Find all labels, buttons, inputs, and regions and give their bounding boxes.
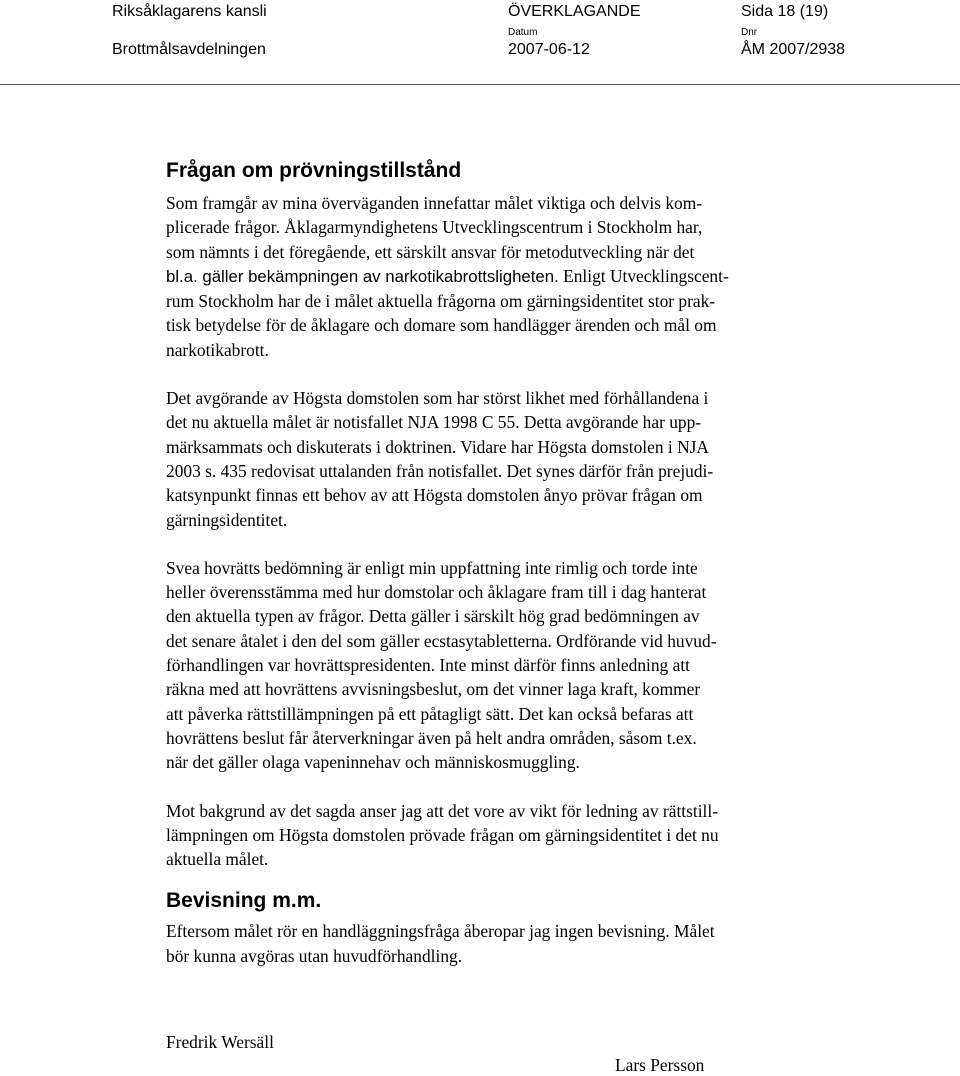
section-heading-provningstillstand: Frågan om prövningstillstånd (166, 159, 462, 182)
text-line: hovrättens beslut får återverkningar även på helt andra områden, såsom t.ex. (166, 727, 697, 748)
text-line: det nu aktuella målet är notisfallet NJA 1998 C 55. Detta avgörande har upp- (166, 412, 702, 433)
header-date: 2007-06-12 (508, 41, 590, 58)
text-line: Svea hovrätts bedömning är enligt min uppfattning inte rimlig och torde inte (166, 557, 698, 578)
section-heading-bevisning: Bevisning m.m. (166, 889, 322, 913)
text-line: bör kunna avgöras utan huvudförhandling. (166, 945, 463, 966)
paragraph-4 (166, 799, 830, 872)
header-divider (0, 84, 960, 85)
text-line: när det gäller olaga vapeninnehav och människosmuggling. (166, 752, 580, 773)
header-office: Riksåklagarens kansli (112, 3, 267, 20)
text-span: bl.a. gäller bekämpningen av narkotikabrottsligheten. (166, 266, 559, 286)
header-page-number: Sida 18 (19) (741, 3, 829, 20)
text-line: att påverka rättstillämpningen på ett påtagligt sätt. Det kan också befaras att (166, 703, 694, 724)
text-line: gärningsidentitet. (166, 509, 288, 530)
text-line: den aktuella typen av frågor. Detta gäller i särskilt hög grad bedömningen av (166, 606, 700, 627)
text-line: som nämnts i det föregående, ett särskilt ansvar för metodutveckling när det (166, 241, 695, 262)
header-department: Brottmålsavdelningen (112, 41, 266, 58)
text-line: märksammats och diskuterats i doktrinen. Vidare har Högsta domstolen i NJA (166, 436, 709, 457)
text-line: heller överensstämma med hur domstolar och åklagare fram till i dag hanterat (166, 582, 707, 603)
text-line: räkna med att hovrättens avvisningsbeslut, om det vinner laga kraft, kommer (166, 679, 701, 700)
paragraph-bevisning (166, 919, 830, 968)
paragraph-1 (166, 191, 830, 362)
paragraph-3 (166, 556, 830, 775)
text-line: Eftersom målet rör en handläggningsfråga åberopar jag ingen bevisning. Målet (166, 921, 715, 942)
text-line: aktuella målet. (166, 849, 269, 870)
header-dnr-label: Dnr (741, 27, 758, 38)
document-header (0, 0, 960, 90)
text-line: katsynpunkt finnas ett behov av att Högsta domstolen ånyo prövar frågan om (166, 485, 703, 506)
header-dnr: ÅM 2007/2938 (741, 41, 846, 58)
text-line: rum Stockholm har de i målet aktuella frågorna om gärningsidentitet stor prak- (166, 291, 716, 312)
header-doc-type: ÖVERKLAGANDE (508, 3, 641, 20)
document-body (166, 157, 830, 968)
paragraph-2 (166, 386, 830, 532)
text-line (166, 264, 830, 289)
signature-name-1: Fredrik Wersäll (166, 1032, 274, 1052)
text-line: narkotikabrott. (166, 339, 269, 360)
text-line: Det avgörande av Högsta domstolen som har störst likhet med förhållandena i (166, 388, 709, 409)
text-span: Enligt Utvecklingscent- (558, 265, 729, 286)
text-line: lämpningen om Högsta domstolen prövade frågan om gärningsidentitet i det nu (166, 824, 719, 845)
text-line: Mot bakgrund av det sagda anser jag att det vore av vikt för ledning av rättstill- (166, 800, 718, 821)
header-date-label: Datum (508, 27, 538, 38)
text-line: plicerade frågor. Åklagarmyndighetens Utvecklingscentrum i Stockholm har, (166, 217, 703, 238)
text-line: tisk betydelse för de åklagare och domare som handlägger ärenden och mål om (166, 315, 717, 336)
text-line: Som framgår av mina överväganden innefattar målet viktiga och delvis kom- (166, 193, 703, 213)
text-line: 2003 s. 435 redovisat uttalanden från notisfallet. Det synes därför från prejudi- (166, 460, 714, 481)
text-line: förhandlingen var hovrättspresidenten. Inte minst därför finns anledning att (166, 655, 690, 676)
text-line: det senare åtalet i den del som gäller ecstasytabletterna. Ordförande vid huvud- (166, 630, 717, 651)
signature-name-2: Lars Persson (615, 1055, 705, 1075)
